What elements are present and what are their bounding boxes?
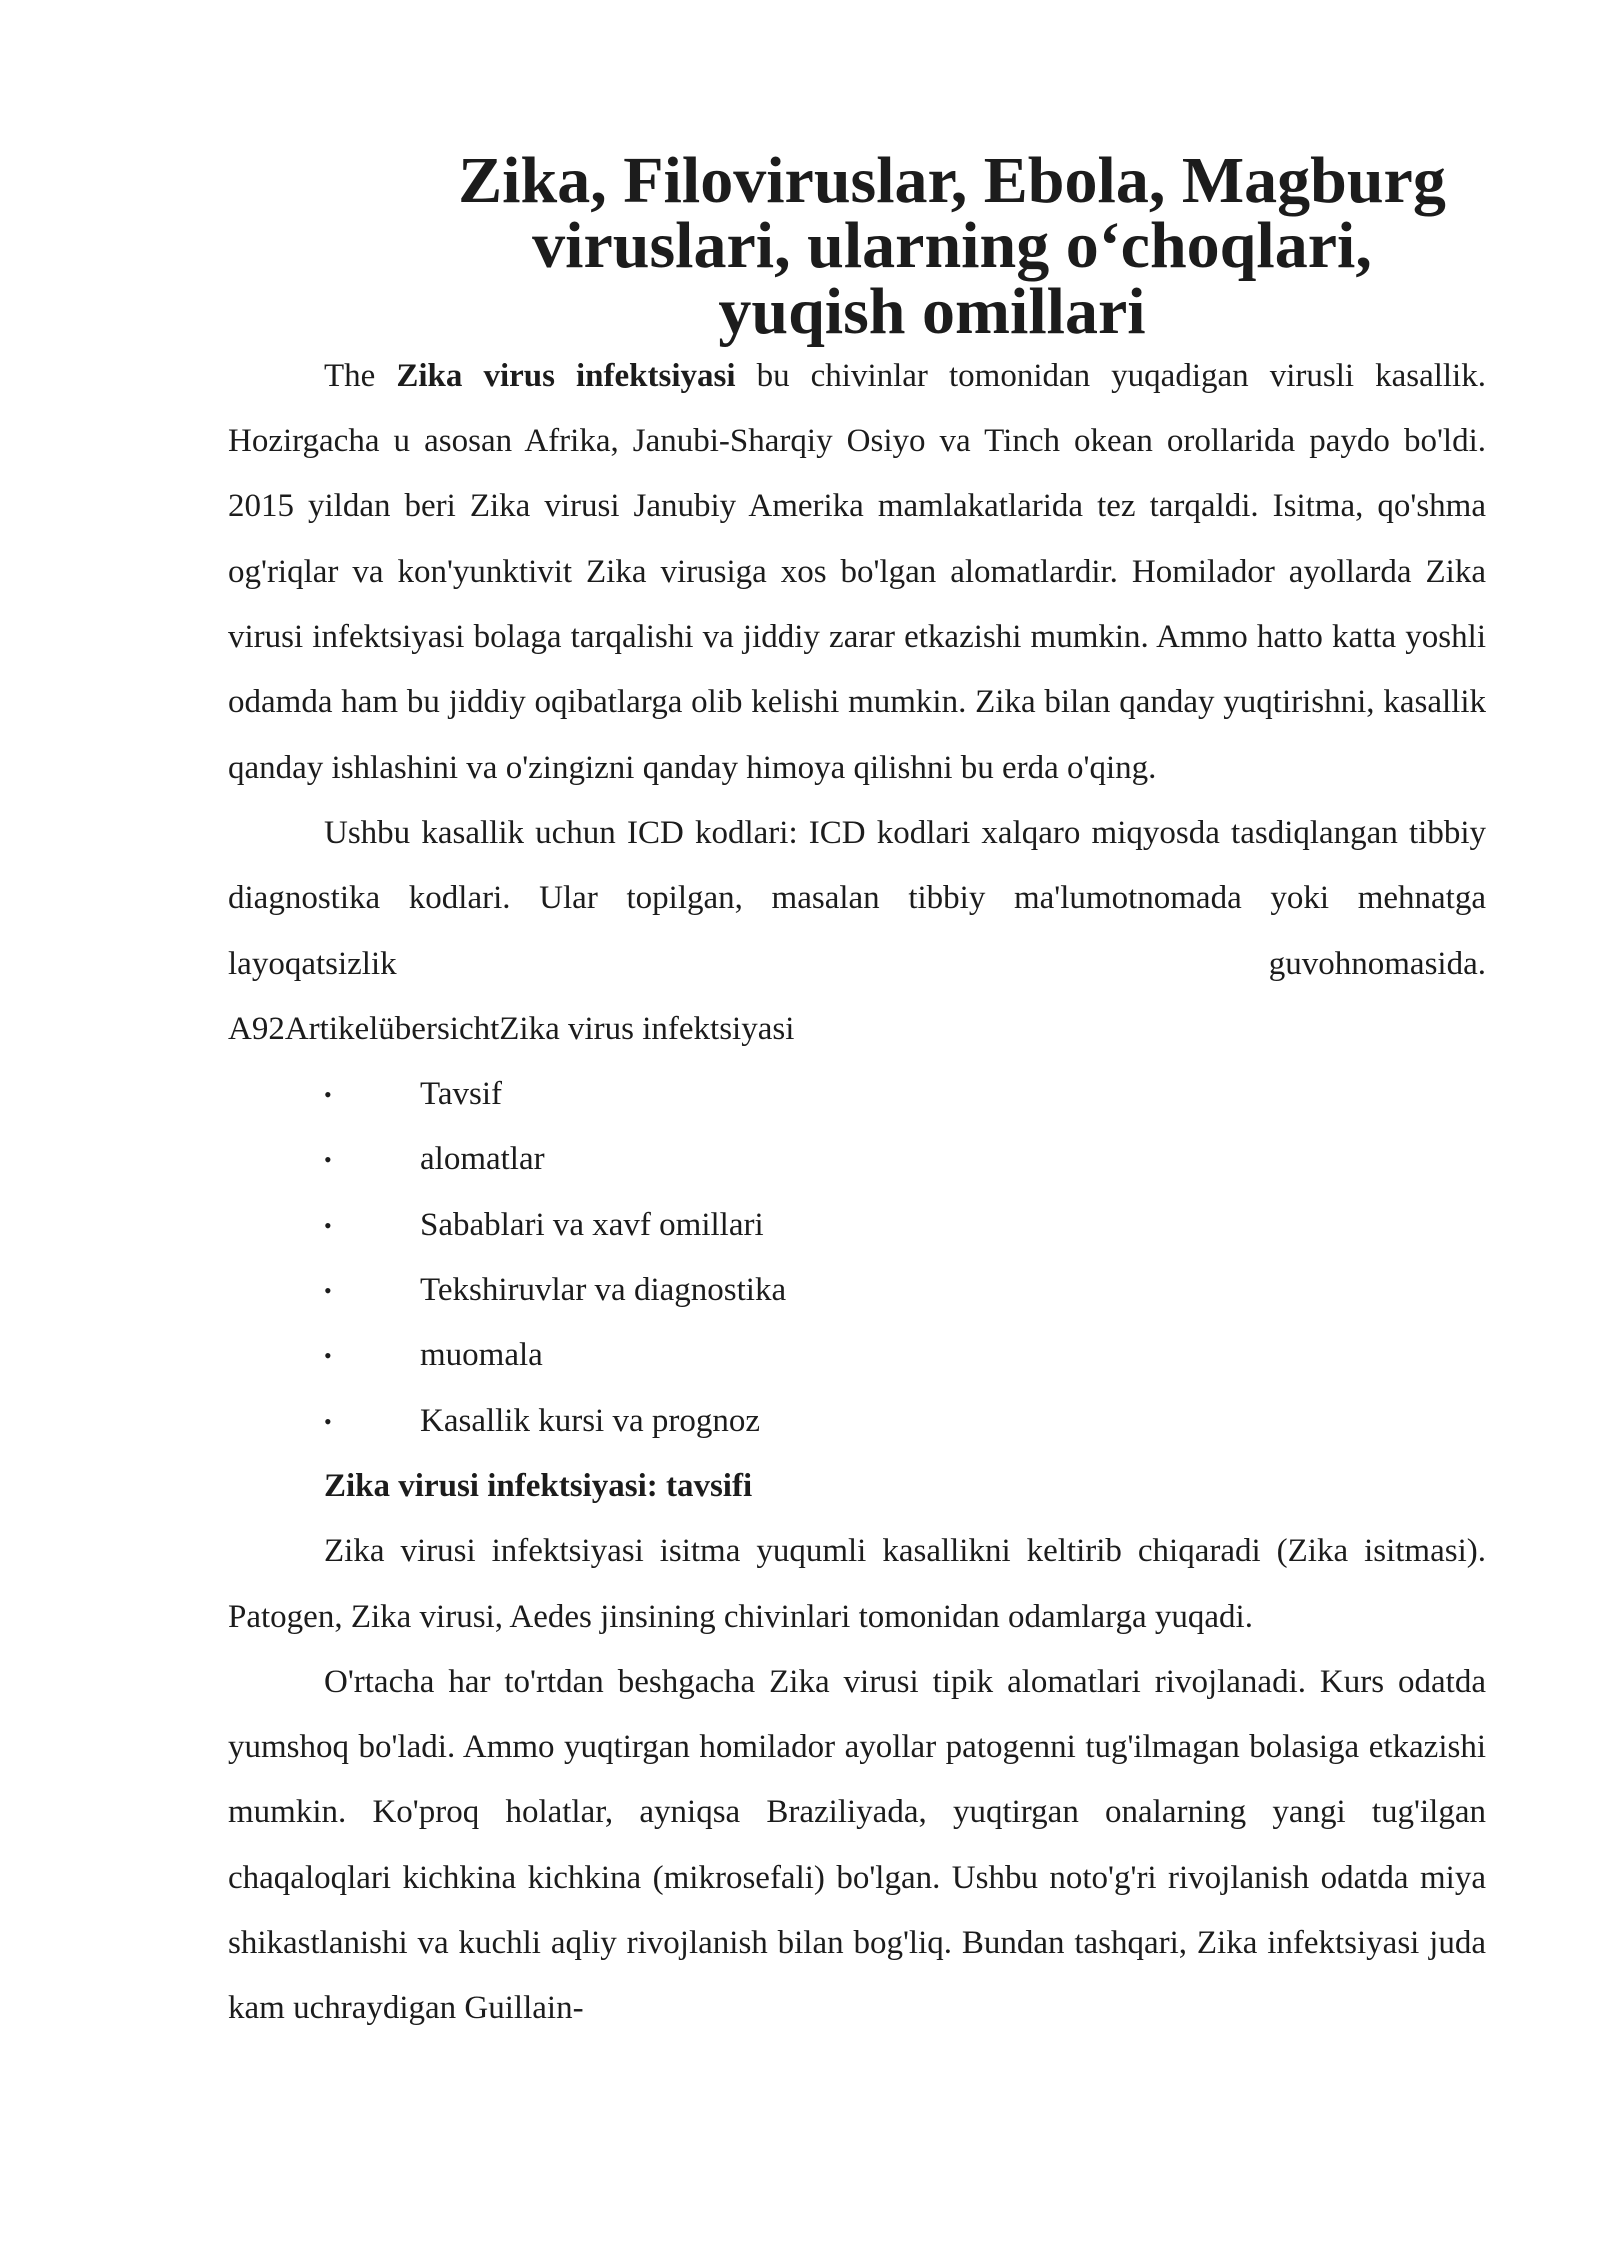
toc-item (228, 1127, 1486, 1192)
toc-item-label: Tavsif (420, 1076, 503, 1113)
intro-text: bu chivinlar tomonidan yuqadigan virusli kasallik. Hozirgacha u asosan Afrika, Janubi-Sharqiy Osiyo va Tinch okean orollarida paydo bo'ldi. 2015 yildan beri Zika virusi Janubiy Amerika mamlakatlarida tez tarqaldi. Isitma, qo'shma og'riqlar va kon'yunktivit Zika virusiga xos bo'lgan alomatlardir. Homilador ayollarda Zika virusi infektsiyasi bolaga tarqalishi va jiddiy zarar etkazishi mumkin. Ammo hatto katta yoshli odamda ham bu jiddiy oqibatlarga olib kelishi mumkin. Zika bilan qanday yuqtirishni, kasallik qanday ishlashini va o'zingizni qanday himoya qilishni bu erda o'qing. (228, 357, 1486, 786)
toc-item-label: Kasallik kursi va prognoz (420, 1402, 761, 1439)
toc-item (228, 1258, 1486, 1323)
bullet-icon: • (324, 1343, 332, 1369)
toc-item (228, 1062, 1486, 1127)
title-line-1: Zika, Filoviruslar, Ebola, Magburg viruslari, ularning o‘choqlari, (458, 144, 1446, 283)
toc-item (228, 1323, 1486, 1388)
bullet-icon: • (324, 1212, 332, 1238)
icd-code-line: A92ArtikelübersichtZika virus infektsiyasi (228, 1010, 795, 1047)
bullet-icon: • (324, 1278, 332, 1304)
icd-paragraph: Ushbu kasallik uchun ICD kodlari: ICD kodlari xalqaro miqyosda tasdiqlangan tibbiy diagnostika kodlari. Ular topilgan, masalan tibbiy ma'lumotnomada yoki mehnatga layoqatsizlik guvohnomasida. (228, 814, 1486, 982)
toc-item-label: Sabablari va xavf omillari (420, 1206, 764, 1243)
intro-paragraph (228, 344, 1486, 801)
title-line-2: yuqish omillari (718, 274, 1146, 348)
toc-item-label: alomatlar (420, 1141, 545, 1178)
document-title (228, 144, 1486, 348)
bullet-icon: • (324, 1408, 332, 1434)
toc-item (228, 1389, 1486, 1454)
table-of-contents (228, 1062, 1486, 1454)
toc-item (228, 1193, 1486, 1258)
bullet-icon: • (324, 1082, 332, 1108)
bullet-icon: • (324, 1147, 332, 1173)
toc-item-label: muomala (420, 1337, 543, 1374)
intro-bold-term: Zika virus infektsiyasi (396, 357, 736, 394)
intro-prefix: The (324, 357, 397, 394)
section-heading: Zika virusi infektsiyasi: tavsifi (324, 1467, 753, 1504)
document-body (228, 144, 1486, 2042)
toc-item-label: Tekshiruvlar va diagnostika (420, 1272, 787, 1309)
description-paragraph: Zika virusi infektsiyasi isitma yuqumli kasallikni keltirib chiqaradi (Zika isitmasi). Patogen, Zika virusi, Aedes jinsining chivinlari tomonidan odamlarga yuqadi. (228, 1533, 1486, 1635)
symptoms-paragraph: O'rtacha har to'rtdan beshgacha Zika virusi tipik alomatlari rivojlanadi. Kurs odatda yumshoq bo'ladi. Ammo yuqtirgan homilador ayollar patogenni tug'ilmagan bolasiga etkazishi mumkin. Ko'proq holatlar, ayniqsa Braziliyada, yuqtirgan onalarning yangi tug'ilgan chaqaloqlari kichkina kichkina (mikrosefali) bo'lgan. Ushbu noto'g'ri rivojlanish odatda miya shikastlanishi va kuchli aqliy rivojlanish bilan bog'liq. Bundan tashqari, Zika infektsiyasi juda kam uchraydigan Guillain- (228, 1663, 1486, 2027)
